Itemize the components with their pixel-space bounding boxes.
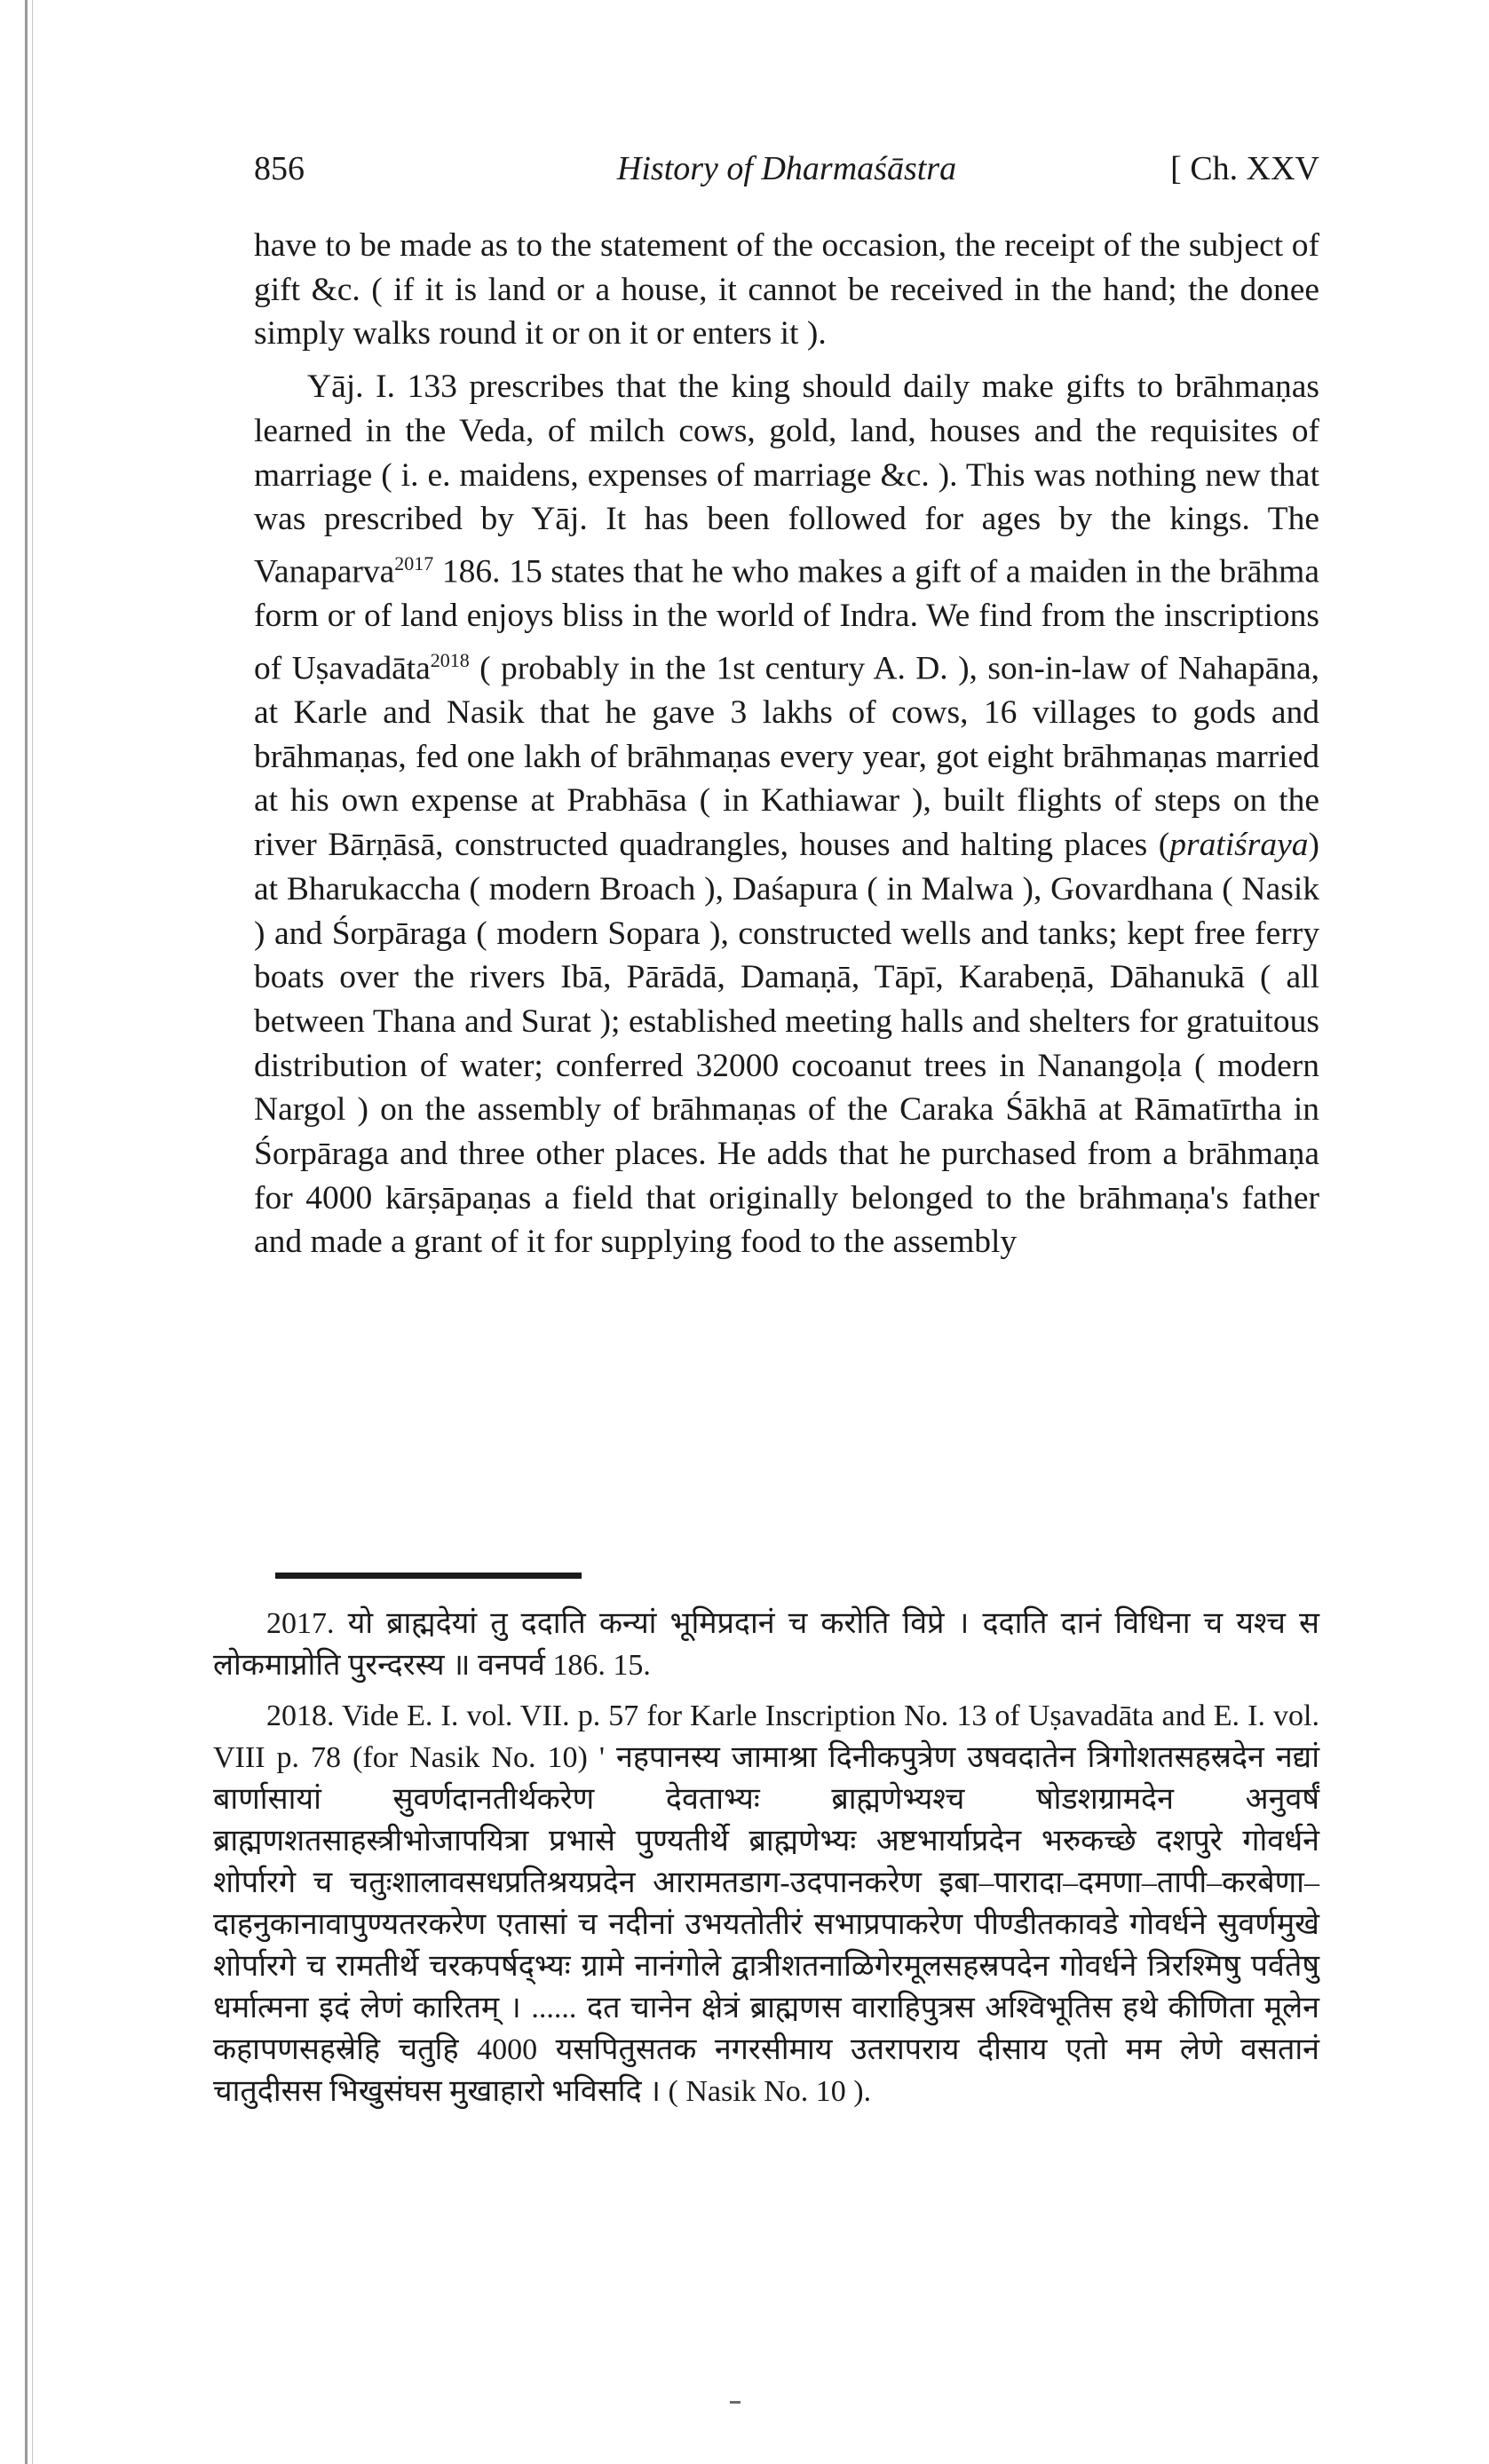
bottom-dash-mark: [730, 2401, 741, 2404]
footnote-ref-2018[interactable]: 2018: [430, 648, 470, 671]
footnote-ref-2017[interactable]: 2017: [394, 551, 434, 574]
footnote-2017: [213, 1603, 1319, 1686]
paragraph-2-part-3: ( probably in the 1st century A. D. ), son-in-law of Nahapāna, at Karle and Nasik that he gave 3 lakhs of cows, 16 villages to gods and brāhmaṇas, fed one lakh of brāhmaṇas every year, got eight brāhmaṇas married at his own expense at Prabhāsa ( in Kathiawar ), built flights of steps on the river Bārṇāsā, constructed quadrangles, houses and halting places (: [254, 650, 1319, 864]
running-title: History of Dharmaśāstra: [616, 150, 957, 187]
margin-rule: [25, 0, 28, 2464]
footnote-text: यो ब्राह्मदेयां तु ददाति कन्यां भूमिप्रदानं च करोति विप्रे । ददाति दानं विधिना च यश्च स लोकमाप्नोति पुरन्दरस्य ॥ वनपर्व 186. 15.: [213, 1607, 1319, 1682]
paragraph-2-part-2: 186. 15 states that he who makes a gift of a maiden in the brāhma form or of land enjoys bliss in the world of Indra. We find from the inscriptions of Uṣavadāta: [254, 553, 1319, 687]
paragraph-2: [254, 365, 1319, 1264]
footnotes: [213, 1603, 1319, 2121]
footnote-separator: [275, 1573, 582, 1579]
body-text: [254, 224, 1319, 1264]
page-number: 856: [254, 150, 305, 187]
footnote-2018: [213, 1695, 1319, 2112]
page-header: [254, 149, 1319, 202]
footnote-text: Vide E. I. vol. VII. p. 57 for Karle Inscription No. 13 of Uṣavadāta and E. I. vol. VIII p. 78 (for Nasik No. 10) ' नहपानस्य जामाश्रा दिनीकपुत्रेण उषवदातेन त्रिगोशतसहस्रदेन नद्यां बार्णासायां सुवर्णदानतीर्थकरेण देवताभ्यः ब्राह्मणेभ्यश्च षोडशग्रामदेन अनुवर्षं ब्राह्मणशतसाहस्त्रीभोजापयित्रा प्रभासे पुण्यतीर्थे ब्राह्मणेभ्यः अष्टभार्याप्रदेन भरुकच्छे दशपुरे गोवर्धने शोर्पारगे च चतुःशालावसधप्रतिश्रयप्रदेन आरामतडाग-उदपानकरेण इबा–पारादा–दमणा–तापी–करबेणा–दाहनुकानावापुण्यतरकरेण एतासां च नदीनां उभयतोतीरं सभाप्रपाकरेण पीण्डीतकावडे गोवर्धने सुवर्णमुखे शोर्पारगे च रामतीर्थे चरकपर्षद्भ्यः ग्रामे नानंगोले द्वात्रीशतनाळिगेरमूलसहस्रपदेन गोवर्धने त्रिरश्मिषु पर्वतेषु धर्मात्मना इदं लेणं कारितम् । ...... दत चानेन क्षेत्रं ब्राह्मणस वाराहिपुत्रस अश्विभूतिस हथे कीणिता मूलेन कहापणसहस्रेहि चतुहि 4000 यसपितुसतक नगरसीमाय उतरापराय दीसाय एतो मम लेणे वसतानं चातुदीसस भिखुसंघस मुखाहारो भविसदि । ( Nasik No. 10 ).: [213, 1699, 1319, 2108]
margin-rule-inner: [32, 0, 33, 2464]
footnote-number: 2017.: [266, 1607, 335, 1640]
footnote-number: 2018.: [266, 1699, 335, 1732]
term-pratisraya: pratiśraya: [1169, 827, 1309, 864]
paragraph-2-part-4: ) at Bharukaccha ( modern Broach ), Daśapura ( in Malwa ), Govardhana ( Nasik ) and Śorpāraga ( modern Sopara ), constructed wells and tanks; kept free ferry boats over the rivers Ibā, Pārādā, Damaṇā, Tāpī, Karabeṇā, Dāhanukā ( all between Thana and Surat ); established meeting halls and shelters for gratuitous distribution of water; conferred 32000 cocoanut trees in Nanangoḷa ( modern Nargol ) on the assembly of brāhmaṇas of the Caraka Śākhā at Rāmatīrtha in Śorpāraga and three other places. He adds that he purchased from a brāhmaṇa for 4000 kārṣāpaṇas a field that originally belonged to the brāhmaṇa's father and made a grant of it for supplying food to the assembly: [254, 827, 1319, 1261]
paragraph-2-part-1: Yāj. I. 133 prescribes that the king should daily make gifts to brāhmaṇas learned in the Veda, of milch cows, gold, land, houses and the requisites of marriage ( i. e. maidens, expenses of marriage &c. ). This was nothing new that was prescribed by Yāj. It has been followed for ages by the kings. The Vanaparva: [254, 368, 1319, 590]
paragraph-1: have to be made as to the statement of the occasion, the receipt of the subject of gift &c. ( if it is land or a house, it cannot be received in the hand; the donee simply walks round it or on it or enters it ).: [254, 227, 1319, 353]
chapter-label: [ Ch. XXV: [1170, 150, 1319, 187]
